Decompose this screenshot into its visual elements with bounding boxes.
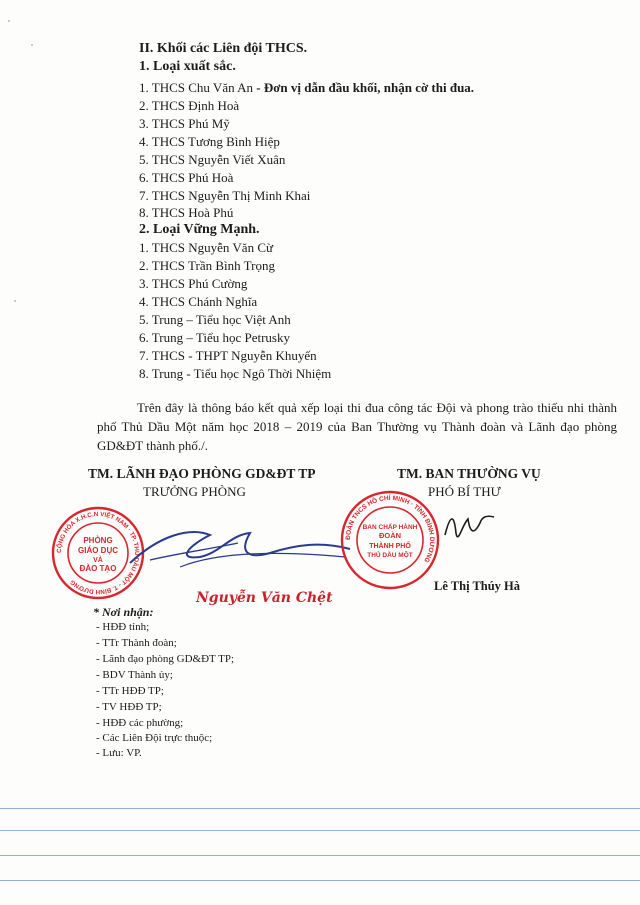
recipient-item: - TV HĐĐ TP; [96, 701, 162, 713]
recipient-item: - HĐĐ các phường; [96, 717, 184, 729]
list-item: 2. THCS Trần Bình Trọng [139, 258, 275, 273]
recipient-item: - Lưu: VP. [96, 747, 142, 759]
left-seal-line: GIÁO DỤC [78, 546, 118, 555]
group1-lead-emphasis: - Đơn vị dẫn đầu khối, nhận cờ thi đua. [256, 80, 475, 95]
scan-speck [14, 300, 16, 302]
list-item: 6. THCS Phú Hoà [139, 170, 234, 185]
group1-title: 1. Loại xuất sắc. [139, 59, 236, 74]
left-signature-position: TRƯỞNG PHÒNG [143, 484, 246, 499]
right-seal-line: ĐOÀN [378, 531, 402, 540]
list-item: 5. THCS Nguyễn Viết Xuân [139, 152, 286, 167]
right-signature-org: TM. BAN THƯỜNG VỤ [397, 466, 541, 481]
recipient-item: - BDV Thành ủy; [96, 669, 173, 681]
group1-lead-prefix: 1. THCS Chu Văn An [139, 80, 257, 95]
group1-lead-item [139, 79, 474, 96]
right-signature-scribble [440, 505, 500, 550]
right-seal-ring-text: ĐOÀN TNCS HỒ CHÍ MINH · TỈNH BÌNH DƯƠNG [344, 494, 436, 564]
left-seal-ring-text: CỘNG HÒA X.H.C.N VIỆT NAM · TP. THỦ DẦU MỘT - T. BÌNH DƯƠNG [55, 510, 141, 596]
recipient-item: - HĐĐ tỉnh; [96, 621, 150, 633]
right-seal-line: BAN CHẤP HÀNH [362, 524, 418, 531]
scan-rule [0, 855, 640, 856]
group2-title: 2. Loại Vững Mạnh. [139, 222, 260, 237]
scan-rule [0, 808, 640, 809]
scan-speck [8, 20, 10, 22]
list-item: 8. Trung - Tiểu học Ngô Thời Nhiệm [139, 366, 332, 381]
left-signature-org: TM. LÃNH ĐẠO PHÒNG GD&ĐT TP [88, 466, 316, 481]
list-item: 7. THCS - THPT Nguyễn Khuyến [139, 348, 317, 363]
list-item: 4. THCS Chánh Nghĩa [139, 294, 258, 309]
right-signature-position: PHÓ BÍ THƯ [428, 484, 501, 499]
scan-rule [0, 830, 640, 831]
list-item: 7. THCS Nguyễn Thị Minh Khai [139, 188, 311, 203]
right-signer-name: Lê Thị Thúy Hà [434, 579, 521, 593]
scan-rule [0, 880, 640, 881]
list-item: 4. THCS Tương Bình Hiệp [139, 134, 280, 149]
right-seal-line: THỦ DẦU MỘT [367, 552, 413, 559]
left-seal-line: VÀ [93, 557, 103, 564]
right-seal-line: THÀNH PHỐ [369, 543, 411, 550]
section-title: II. Khối các Liên đội THCS. [139, 41, 308, 56]
left-signer-name: Nguyễn Văn Chệt [196, 590, 333, 606]
recipient-item: - Lãnh đạo phòng GD&ĐT TP; [96, 653, 234, 665]
recipient-item: - TTr HĐĐ TP; [96, 685, 164, 697]
closing-paragraph: Trên đây là thông báo kết quả xếp loại thi đua công tác Đội và phong trào thiếu nhi thành phố Thủ Dầu Một năm học 2018 – 2019 của Ban Thường vụ Thành đoàn và Lãnh đạo phòng GD&ĐT thành phố./. [97, 400, 617, 453]
left-seal-line: PHÒNG [83, 536, 113, 545]
recipient-item: - TTr Thành đoàn; [96, 637, 177, 649]
recipient-item: - Các Liên Đội trực thuộc; [96, 732, 213, 744]
list-item: 8. THCS Hoà Phú [139, 205, 234, 220]
youth-union-seal [338, 488, 442, 592]
list-item: 5. Trung – Tiểu học Việt Anh [139, 312, 291, 327]
list-item: 1. THCS Nguyễn Văn Cừ [139, 240, 274, 255]
list-item: 6. Trung – Tiểu học Petrusky [139, 330, 290, 345]
left-seal-line: ĐÀO TẠO [79, 564, 117, 573]
list-item: 2. THCS Định Hoà [139, 98, 240, 113]
scan-speck [31, 44, 33, 46]
recipients-title: * Nơi nhận: [93, 605, 154, 619]
left-signature-scribble [120, 505, 360, 585]
list-item: 3. THCS Phú Cường [139, 276, 248, 291]
list-item: 3. THCS Phú Mỹ [139, 116, 230, 131]
